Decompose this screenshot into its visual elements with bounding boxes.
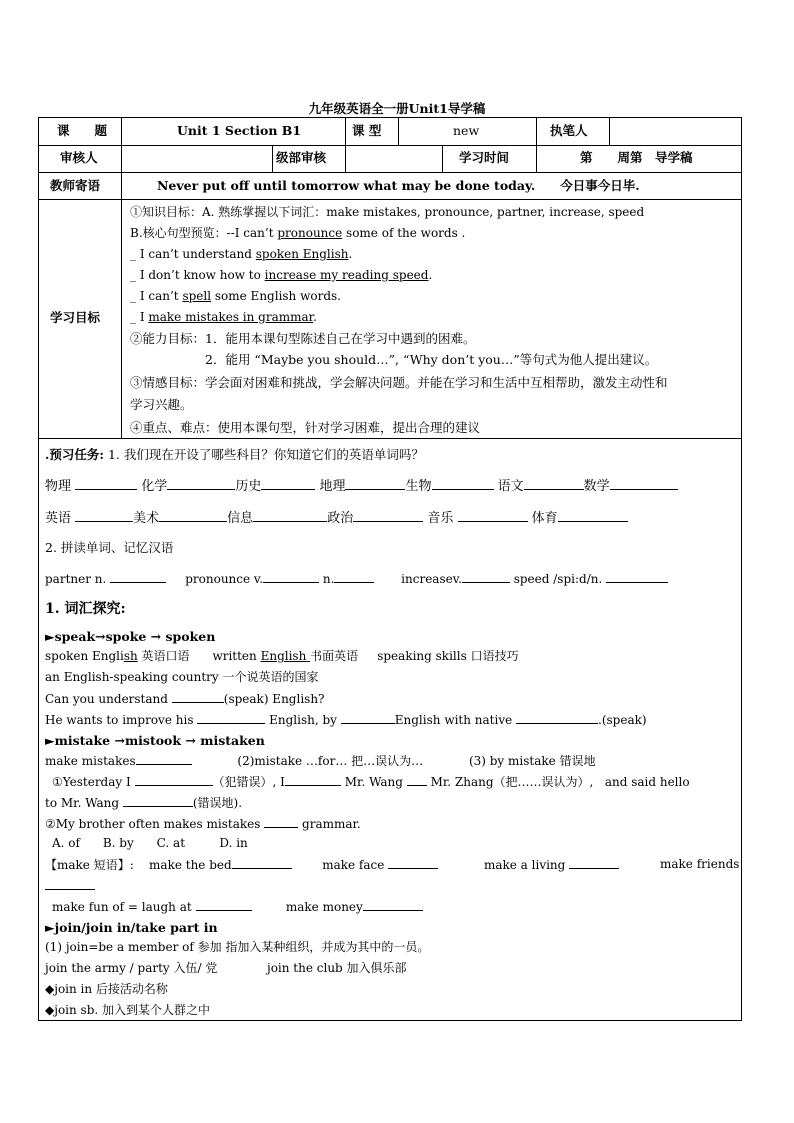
table-rule bbox=[609, 117, 610, 145]
subjects-row-2: 英语 美术 信息 政治 音乐 体育 bbox=[45, 510, 628, 526]
make-blank bbox=[45, 878, 95, 894]
mistake-line: make mistakes (2)mistake …for… 把…误认为… (3) by mistake 错误地 bbox=[45, 754, 596, 768]
goal-line: _ I can’t spell some English words. bbox=[130, 289, 341, 303]
mistake-line: ①Yesterday I （犯错误）, I Mr. Wang Mr. Zhang（把……误认为）, and said hello bbox=[52, 775, 690, 789]
value-lesson-type: new bbox=[453, 123, 480, 138]
goal-line: ②能力目标：1．能用本课句型陈述自己在学习中遇到的困难。 bbox=[130, 331, 476, 346]
join-heading: ►join/join in/take part in bbox=[45, 920, 218, 935]
goal-line: _ I can’t understand spoken English. bbox=[130, 247, 353, 261]
join-line: ◆join sb. 加入到某个人群之中 bbox=[45, 1003, 211, 1017]
document-title: 九年级英语全一册Unit1导学稿 bbox=[308, 101, 486, 116]
table-rule bbox=[345, 145, 346, 172]
mistake-heading: ►mistake →mistook → mistaken bbox=[45, 733, 265, 748]
label-topic: 课 题 bbox=[57, 123, 108, 138]
join-line: join the army / party 入伍/ 党 join the club 加入俱乐部 bbox=[45, 961, 407, 975]
label-teacher-message: 教师寄语 bbox=[50, 178, 101, 193]
label-reviewer: 审核人 bbox=[60, 150, 98, 165]
table-rule bbox=[345, 117, 346, 145]
label-grade-review: 级部审核 bbox=[276, 150, 327, 165]
table-rule bbox=[121, 117, 122, 438]
make-phrases: 【make 短语】: make the bed make face make a living bbox=[45, 857, 619, 873]
label-study-time: 学习时间 bbox=[459, 150, 510, 165]
word-spelling-row: partner n. pronounce v. n. increasev. speed /spi:d/n. bbox=[45, 571, 668, 587]
value-study-time: 第 周第 导学稿 bbox=[580, 150, 693, 165]
join-line: ◆join in 后接活动名称 bbox=[45, 982, 168, 996]
goal-line: 学习兴趣。 bbox=[130, 397, 193, 412]
vocab-heading: 1. 词汇探究: bbox=[45, 601, 126, 617]
preview-task: .预习任务: 1. 我们现在开设了哪些科目？你知道它们的英语单词吗？ bbox=[45, 447, 424, 462]
table-rule bbox=[38, 438, 742, 439]
label-learning-goals: 学习目标 bbox=[50, 310, 101, 325]
value-teacher-message: Never put off until tomorrow what may be done today. 今日事今日毕. bbox=[157, 178, 640, 193]
goal-line: _ I don’t know how to increase my reading speed. bbox=[130, 268, 433, 282]
label-author: 执笔人 bbox=[550, 123, 588, 138]
table-rule bbox=[38, 145, 742, 146]
table-rule bbox=[398, 117, 399, 145]
speak-line: an English-speaking country 一个说英语的国家 bbox=[45, 670, 319, 684]
table-rule bbox=[38, 172, 742, 173]
join-line: (1) join=be a member of 参加 指加入某种组织，并成为其中的一员。 bbox=[45, 940, 430, 954]
subjects-row-1: 物理 化学 历史 地理 生物 语文 数学 bbox=[45, 478, 678, 494]
mistake-line: to Mr. Wang (错误地). bbox=[45, 796, 243, 810]
goal-line: B.核心句型预览：--I can’t pronounce some of the words . bbox=[130, 226, 466, 240]
speak-heading: ►speak→spoke → spoken bbox=[45, 629, 216, 644]
table-rule bbox=[536, 117, 537, 145]
mistake-options: A. of B. by C. at D. in bbox=[52, 836, 248, 850]
speak-line: spoken English 英语口语 written English 书面英语 speaking skills 口语技巧 bbox=[45, 649, 519, 663]
make-friends: make friends bbox=[660, 857, 740, 871]
table-rule bbox=[272, 145, 273, 172]
mistake-line: ②My brother often makes mistakes grammar. bbox=[45, 817, 361, 831]
table-rule bbox=[536, 145, 537, 172]
goal-line: 2．能用 “Maybe you should…”, “Why don’t you…”等句式为他人提出建议。 bbox=[205, 352, 658, 367]
goal-line: ④重点、难点：使用本课句型，针对学习困难，提出合理的建议 bbox=[130, 420, 481, 435]
label-lesson-type: 课 型 bbox=[352, 123, 382, 138]
speak-line: Can you understand (speak) English? bbox=[45, 692, 325, 706]
preview-q2: 2. 拼读单词、记忆汉语 bbox=[45, 540, 174, 555]
value-topic: Unit 1 Section B1 bbox=[177, 123, 302, 138]
goal-line: _ I make mistakes in grammar. bbox=[130, 310, 317, 324]
speak-line: He wants to improve his English, by English with native .(speak) bbox=[45, 713, 647, 727]
goal-line: ③情感目标：学会面对困难和挑战，学会解决问题。并能在学习和生活中互相帮助，激发主动性和 bbox=[130, 375, 668, 390]
table-rule bbox=[442, 145, 443, 172]
goal-line: ①知识目标：A. 熟练掌握以下词汇：make mistakes, pronounce, partner, increase, speed bbox=[130, 205, 645, 219]
make-phrases: make fun of = laugh at make money bbox=[52, 899, 423, 915]
table-rule bbox=[38, 199, 742, 200]
